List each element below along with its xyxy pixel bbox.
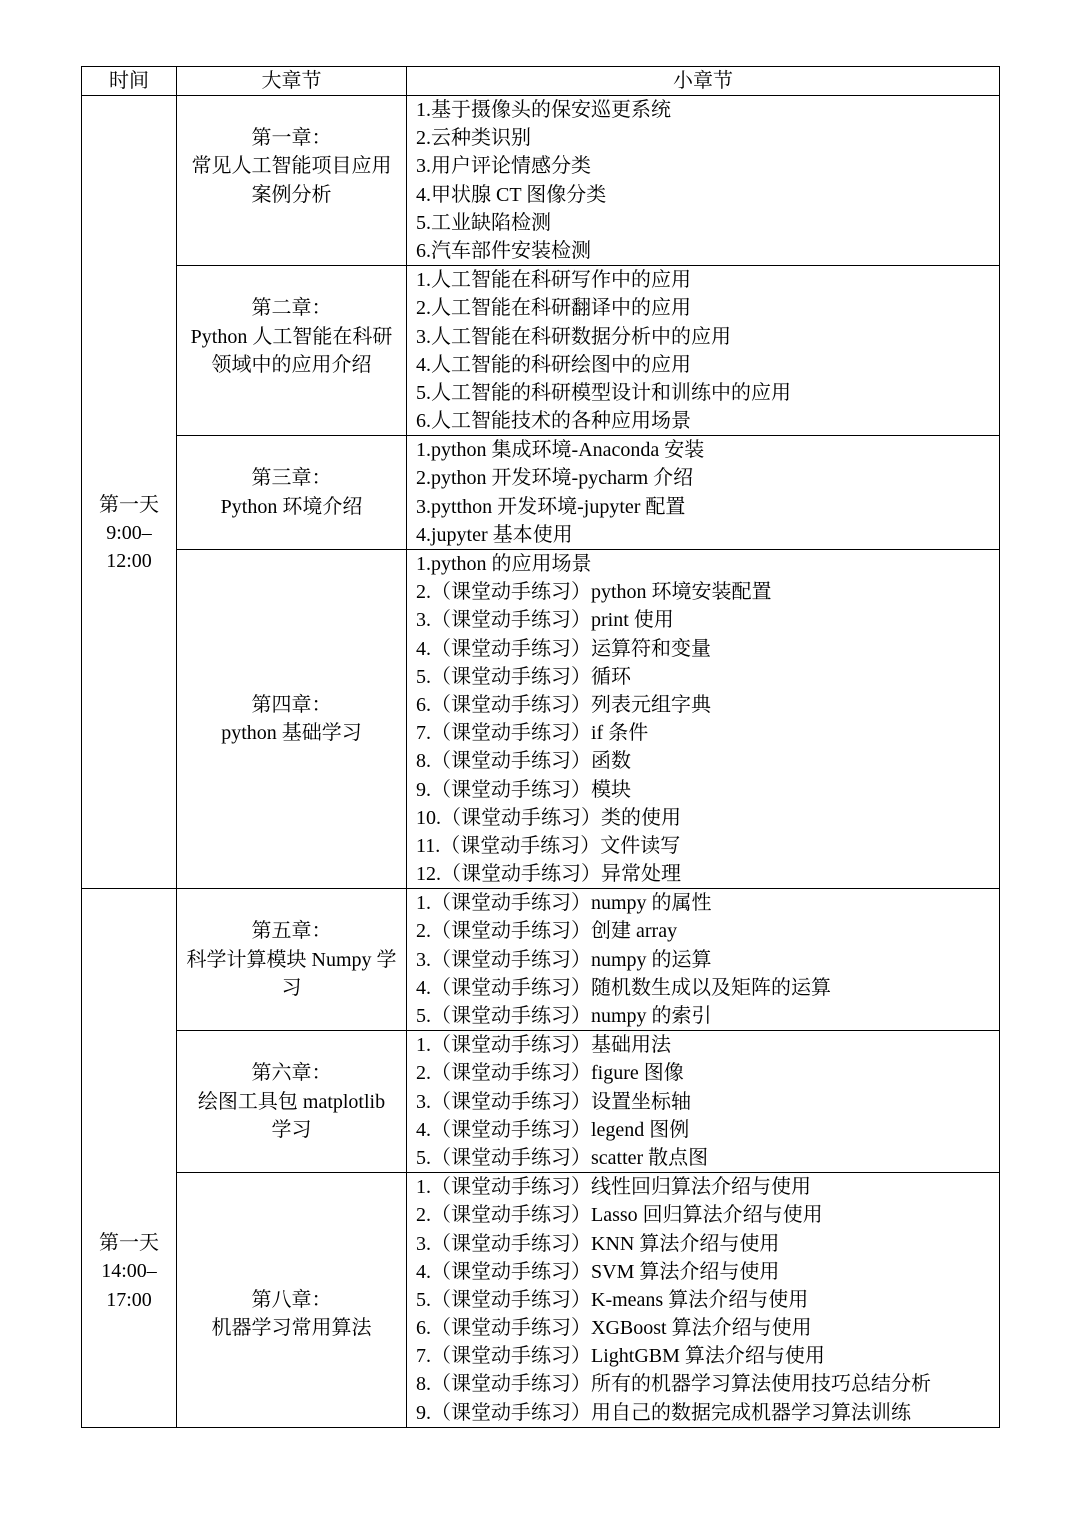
section-item: 6.人工智能技术的各种应用场景 — [416, 410, 691, 433]
section-item: 6.（课堂动手练习）列表元组字典 — [416, 693, 711, 716]
section-item: 6.汽车部件安装检测 — [416, 239, 591, 262]
section-item: 4.（课堂动手练习）SVM 算法介绍与使用 — [416, 1260, 780, 1283]
section-item: 2.（课堂动手练习）python 环境安装配置 — [416, 581, 772, 604]
chapter-title-line: 第一章： — [251, 127, 332, 150]
section-item: 9.（课堂动手练习）用自己的数据完成机器学习算法训练 — [416, 1401, 911, 1424]
section-item: 4.jupyter 基本使用 — [416, 523, 573, 546]
chapter-row — [82, 550, 1000, 889]
section-item: 1.python 的应用场景 — [416, 553, 592, 575]
header-row — [82, 67, 1000, 96]
section-item: 2.python 开发环境-pycharm 介绍 — [416, 467, 694, 490]
section-item: 10.（课堂动手练习）类的使用 — [416, 806, 681, 829]
chapter-title-line: 科学计算模块 Numpy 学 — [186, 948, 397, 971]
session-time-cell — [82, 889, 177, 1428]
section-item: 6.（课堂动手练习）XGBoost 算法介绍与使用 — [416, 1317, 812, 1340]
section-item: 12.（课堂动手练习）异常处理 — [416, 863, 681, 886]
section-item: 7.（课堂动手练习）if 条件 — [416, 722, 649, 745]
session-time-line: 第一天 — [99, 494, 159, 516]
header-chapter: 大章节 — [177, 67, 407, 96]
section-item: 4.（课堂动手练习）随机数生成以及矩阵的运算 — [416, 976, 831, 999]
section-list-cell — [407, 550, 1000, 889]
section-list-cell — [407, 1031, 1000, 1173]
section-item: 3.（课堂动手练习）print 使用 — [416, 609, 674, 632]
section-list-cell — [407, 436, 1000, 550]
section-item: 3.（课堂动手练习）设置坐标轴 — [416, 1090, 691, 1113]
section-item: 3.pytthon 开发环境-jupyter 配置 — [416, 495, 686, 518]
chapter-row — [82, 436, 1000, 550]
chapter-row — [82, 266, 1000, 436]
section-item: 4.（课堂动手练习）运算符和变量 — [416, 637, 711, 660]
session-time-line: 17:00 — [106, 1288, 152, 1311]
section-item: 5.（课堂动手练习）K-means 算法介绍与使用 — [416, 1288, 809, 1311]
session-time-cell — [82, 96, 177, 889]
section-item: 7.（课堂动手练习）LightGBM 算法介绍与使用 — [416, 1345, 825, 1368]
section-item: 5.（课堂动手练习）循环 — [416, 665, 631, 688]
section-item: 1.（课堂动手练习）线性回归算法介绍与使用 — [416, 1176, 811, 1199]
chapter-title-cell — [177, 550, 407, 889]
chapter-title-line: 第五章： — [251, 920, 332, 943]
section-item: 3.用户评论情感分类 — [416, 155, 591, 178]
section-item: 1.人工智能在科研写作中的应用 — [416, 269, 691, 292]
chapter-title-line: 案例分析 — [251, 183, 332, 206]
chapter-title-line: 第二章： — [251, 297, 332, 320]
chapter-title-cell — [177, 96, 407, 266]
section-item: 4.（课堂动手练习）legend 图例 — [416, 1118, 690, 1141]
chapter-title-line: 机器学习常用算法 — [211, 1316, 372, 1339]
section-item: 2.（课堂动手练习）Lasso 回归算法介绍与使用 — [416, 1204, 823, 1227]
section-item: 3.人工智能在科研数据分析中的应用 — [416, 325, 731, 348]
chapter-title-line: 第三章： — [251, 467, 332, 490]
header-sections: 小章节 — [407, 67, 1000, 96]
section-list-cell — [407, 889, 1000, 1031]
section-item: 2.（课堂动手练习）创建 array — [416, 920, 678, 943]
section-item: 1.（课堂动手练习）基础用法 — [416, 1034, 671, 1057]
chapter-title-line: 第八章： — [251, 1288, 332, 1311]
chapter-title-cell — [177, 436, 407, 550]
section-item: 4.人工智能的科研绘图中的应用 — [416, 353, 691, 376]
chapter-title-line: 习 — [281, 976, 302, 999]
chapter-title-line: 学习 — [271, 1118, 312, 1141]
section-item: 1.python 集成环境-Anaconda 安装 — [416, 439, 705, 462]
chapter-title-line: 常见人工智能项目应用 — [191, 155, 392, 178]
section-item: 5.工业缺陷检测 — [416, 211, 551, 234]
section-item: 3.（课堂动手练习）numpy 的运算 — [416, 948, 712, 971]
section-list-cell — [407, 96, 1000, 266]
schedule-body — [82, 96, 1000, 1428]
chapter-title-line: 绘图工具包 matplotlib — [197, 1090, 386, 1113]
chapter-title-cell — [177, 1173, 407, 1428]
section-item: 4.甲状腺 CT 图像分类 — [416, 183, 607, 206]
section-item: 5.（课堂动手练习）scatter 散点图 — [416, 1146, 709, 1169]
session-time-line: 第一天 — [99, 1232, 159, 1255]
chapter-title-line: Python 环境介绍 — [220, 495, 363, 518]
schedule-table — [81, 66, 1000, 1428]
chapter-title-line: 领域中的应用介绍 — [211, 353, 372, 376]
section-item: 1.（课堂动手练习）numpy 的属性 — [416, 892, 712, 915]
section-item: 5.人工智能的科研模型设计和训练中的应用 — [416, 381, 791, 404]
chapter-title-line: 第四章： — [251, 693, 332, 716]
section-item: 11.（课堂动手练习）文件读写 — [416, 834, 681, 857]
section-item: 8.（课堂动手练习）所有的机器学习算法使用技巧总结分析 — [416, 1373, 931, 1396]
chapter-title-line: 第六章： — [251, 1062, 332, 1085]
section-item: 5.（课堂动手练习）numpy 的索引 — [416, 1005, 712, 1027]
session-time-line: 9:00– — [106, 522, 152, 545]
chapter-title-line: python 基础学习 — [221, 722, 362, 745]
chapter-title-cell — [177, 889, 407, 1031]
section-item: 3.（课堂动手练习）KNN 算法介绍与使用 — [416, 1232, 780, 1255]
section-list-cell — [407, 266, 1000, 436]
chapter-title-cell — [177, 266, 407, 436]
section-list-cell — [407, 1173, 1000, 1428]
chapter-row — [82, 96, 1000, 266]
chapter-row — [82, 889, 1000, 1031]
header-time: 时间 — [82, 67, 177, 96]
section-item: 8.（课堂动手练习）函数 — [416, 750, 631, 773]
section-item: 9.（课堂动手练习）模块 — [416, 778, 631, 801]
chapter-row — [82, 1173, 1000, 1428]
chapter-row — [82, 1031, 1000, 1173]
section-item: 2.（课堂动手练习）figure 图像 — [416, 1062, 684, 1085]
section-item: 1.基于摄像头的保安巡更系统 — [416, 99, 671, 121]
table-header — [82, 67, 1000, 96]
session-time-line: 14:00– — [101, 1260, 157, 1283]
session-time-line: 12:00 — [106, 550, 152, 573]
chapter-title-line: Python 人工智能在科研 — [190, 325, 393, 348]
section-item: 2.人工智能在科研翻译中的应用 — [416, 297, 691, 320]
section-item: 2.云种类识别 — [416, 127, 531, 150]
chapter-title-cell — [177, 1031, 407, 1173]
